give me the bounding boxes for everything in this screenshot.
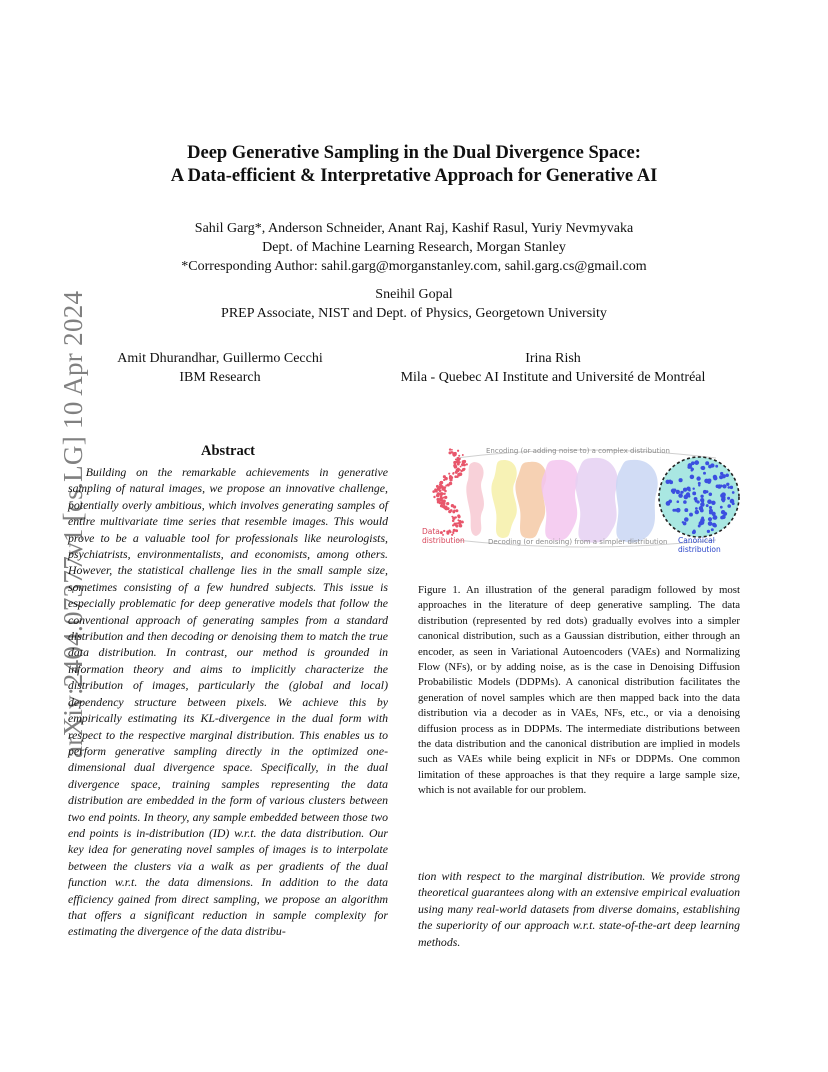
data-dot: [466, 463, 468, 465]
data-dot: [449, 475, 452, 478]
data-dot: [454, 475, 457, 478]
canonical-dot: [669, 479, 671, 481]
data-dot: [439, 490, 441, 492]
data-dot: [451, 504, 453, 506]
canonical-dot: [708, 465, 712, 469]
canonical-dot: [676, 508, 681, 513]
canonical-dot: [711, 528, 714, 531]
stage-4-shape: [541, 460, 578, 541]
data-dot: [449, 448, 451, 450]
data-dot: [449, 531, 451, 533]
abstract-text-column-2: tion with respect to the marginal distribution. We provide strong theoretical guarantees along with an extensive empirical evaluation using many real-world datasets from diverse domains, establishing the superiority of our approach w.r.t. state-of-the-art deep learning methods.: [418, 869, 740, 949]
figure-top-label: Encoding (or adding noise to) a complex distribution: [486, 447, 670, 455]
canonical-label-line-1: Canonical: [678, 536, 715, 545]
canonical-dot: [688, 489, 691, 492]
canonical-dot: [698, 525, 701, 528]
canonical-dot: [688, 495, 691, 498]
paper-title: [100, 142, 728, 188]
canonical-dot: [690, 475, 695, 480]
data-dot: [458, 516, 460, 518]
canonical-dot: [703, 490, 707, 494]
canonical-dot: [672, 509, 675, 512]
canonical-dot: [722, 484, 726, 488]
data-dot: [443, 500, 446, 503]
data-dot: [453, 505, 456, 508]
canonical-dot: [732, 491, 735, 494]
canonical-dot: [703, 472, 706, 475]
figure-1-caption: Figure 1. An illustration of the general paradigm followed by most approaches in the literature of deep generative sampling. The data distribution (represented by red dots) gradually evolves into a simpler canonical distribution, such as a Gaussian distribution, either through an encoder, as seen in Variational Autoencoders (VAEs) and Normalizing Flow (NFs), or by adding noise, as is the case in Denoising Diffusion Probabilistic Models (DDPMs). A canonical distribution facilitates the generation of novel samples which are then mapped back into the data distribution via a decoder as in VAEs, NFs, etc., or via a denoising diffusion process as in DDPMs. The intermediate distributions between the data distribution and the canonical distribution are implied in models such as VAEs while being explicit in NFs or DDPMs. One common limitation of these approaches is that they require a large sample size, which is not available for our problem.: [418, 584, 740, 797]
author-names-4: Irina Rish: [525, 351, 581, 366]
data-dot: [436, 498, 439, 501]
data-dot: [457, 450, 459, 452]
data-dot: [452, 516, 455, 519]
canonical-label-line-2: distribution: [678, 545, 721, 554]
canonical-dot: [666, 501, 671, 506]
canonical-dot: [678, 493, 683, 498]
data-dot: [463, 460, 466, 463]
data-dot: [443, 475, 446, 478]
author-affiliation-1: Dept. of Machine Learning Research, Morgan Stanley: [262, 240, 566, 255]
canonical-dot: [689, 513, 693, 517]
canonical-dot: [694, 460, 699, 465]
data-dot: [459, 469, 461, 471]
data-dot: [439, 497, 441, 499]
data-dot: [443, 493, 445, 495]
canonical-dot: [709, 511, 712, 514]
data-dot: [444, 490, 447, 493]
data-dot: [462, 454, 464, 456]
stage-3-shape: [515, 462, 546, 539]
data-dot: [441, 492, 444, 495]
author-affiliation-2: PREP Associate, NIST and Dept. of Physics, Georgetown University: [221, 306, 607, 321]
data-dot: [444, 496, 447, 499]
data-dot: [461, 521, 464, 524]
canonical-dot: [693, 530, 696, 533]
data-dot: [443, 530, 445, 532]
canonical-dot: [692, 491, 696, 495]
arxiv-identifier: arXiv:2404.07377v1 [cs.LG] 10 Apr 2024: [58, 290, 88, 758]
data-dot: [436, 494, 439, 497]
author-affiliation-4: Mila - Quebec AI Institute and Université de Montréal: [400, 370, 706, 385]
canonical-dot: [730, 486, 733, 489]
canonical-dot: [722, 474, 726, 478]
data-dot: [451, 451, 453, 453]
canonical-dot: [713, 524, 717, 528]
canonical-dot: [721, 515, 725, 519]
canonical-dot: [700, 509, 704, 513]
canonical-dot: [707, 530, 710, 533]
stage-6-shape: [616, 460, 658, 543]
canonical-dot: [684, 508, 688, 512]
canonical-dot: [715, 465, 718, 468]
canonical-dot: [691, 469, 694, 472]
abstract-heading: Abstract: [201, 443, 255, 459]
data-dot: [455, 509, 458, 512]
canonical-dot: [677, 500, 680, 503]
canonical-dot: [692, 487, 694, 489]
canonical-dot: [716, 484, 720, 488]
title-line-1: Deep Generative Sampling in the Dual Divergence Space:: [187, 143, 641, 163]
canonical-dot: [713, 476, 717, 480]
data-dot: [436, 490, 438, 492]
data-dot: [443, 487, 445, 489]
canonical-dot: [720, 484, 723, 487]
data-dot: [445, 485, 447, 487]
canonical-dot: [730, 499, 735, 504]
data-dot: [456, 469, 458, 471]
data-dot: [441, 505, 444, 508]
canonical-dot: [700, 521, 702, 523]
canonical-dot: [722, 496, 725, 499]
author-block-4: [350, 349, 756, 387]
canonical-dot: [700, 495, 703, 498]
stage-2-shape: [491, 460, 516, 538]
canonical-dot: [709, 506, 712, 509]
canonical-dot: [700, 502, 705, 507]
canonical-dot: [676, 490, 680, 494]
canonical-dot: [725, 473, 729, 477]
data-label-line-2: distribution: [422, 536, 465, 545]
data-dot: [440, 531, 443, 534]
stage-5-shape: [575, 458, 617, 543]
canonical-dot: [727, 504, 731, 508]
data-dot: [443, 479, 445, 481]
canonical-dot: [701, 466, 705, 470]
abstract-text-column-1: Building on the remarkable achievements in generative sampling of natural images, we propose an innovative challenge, potentially overly ambitious, which involves generating samples of entire multivariate time series that resemble images. This would prove to be a valuable tool for professionals like neurologists, psychiatrists, environmentalists, and economists, among others. However, the statistical challenge lies in the small sample size, sometimes consisting of a few hundred subjects. This issue is especially problematic for deep generative models that follow the conventional approach of generating samples from a standard distribution and then decoding or denoising them to match the true data distribution. In contrast, our method is grounded in information theory and aims to implicitly characterize the distribution of images, particularly the (global and local) dependency structure between pixels. We achieve this by empirically estimating its KL-divergence in the dual form with respect to the respective marginal distribution. This enables us to perform generative sampling directly in the optimized one-dimensional dual divergence space. Specifically, in the dual divergence space, training samples representing the data distribution are embedded in the form of various clusters between two end points. In theory, any sample embedded between those two end points is in-distribution (ID) w.r.t. the data distribution. Our key idea for generating novel samples of images is to interpolate between the clusters via a walk as per gradients of the dual function w.r.t. the data dimensions. In addition to the data efficiency gained from direct sampling, we propose an algorithm that offers a significant reduction in sample complexity for estimating the divergence of the data distribu-: [68, 465, 388, 939]
canonical-dot: [695, 507, 698, 510]
canonical-dot: [708, 521, 713, 526]
figure-1-illustration: [416, 440, 742, 560]
data-dot: [446, 532, 449, 535]
canonical-dot: [683, 522, 687, 526]
canonical-dot: [672, 491, 675, 494]
data-dot: [449, 478, 452, 481]
data-dot: [453, 464, 457, 468]
data-dot: [457, 519, 459, 521]
author-names-1: Sahil Garg*, Anderson Schneider, Anant Raj, Kashif Rasul, Yuriy Nevmyvaka: [194, 221, 634, 236]
author-names-3: Amit Dhurandhar, Guillermo Cecchi: [117, 351, 323, 366]
figure-1: [416, 440, 742, 560]
canonical-dot: [726, 483, 729, 486]
author-block-1: [80, 219, 748, 276]
data-dot: [456, 522, 458, 524]
data-dot: [448, 510, 451, 513]
author-affiliation-3: IBM Research: [179, 370, 261, 385]
canonical-dot: [705, 461, 709, 465]
data-dot: [440, 481, 443, 484]
data-label-line-1: Data: [422, 527, 440, 536]
data-dot: [460, 466, 462, 468]
canonical-dot: [727, 497, 730, 500]
title-line-2: A Data-efficient & Interpretative Approach for Generative AI: [170, 166, 658, 186]
canonical-dot: [679, 478, 683, 482]
canonical-dot: [704, 479, 709, 484]
data-dot: [433, 496, 435, 498]
arxiv-side-stamp: [18, 288, 88, 758]
data-dot: [448, 473, 450, 475]
canonical-dot: [709, 493, 713, 497]
canonical-dot: [720, 506, 723, 509]
canonical-dot: [706, 504, 709, 507]
data-dot: [445, 508, 447, 510]
corresponding-author: *Corresponding Author: sahil.garg@morganstanley.com, sahil.garg.cs@gmail.com: [181, 259, 647, 274]
canonical-dot: [708, 517, 712, 521]
canonical-dot: [683, 500, 687, 504]
author-names-2: Sneihil Gopal: [375, 287, 453, 302]
canonical-dot: [711, 501, 715, 505]
canonical-dot: [696, 500, 699, 503]
author-block-2: [80, 285, 748, 323]
data-dot: [446, 502, 449, 505]
data-dot: [459, 472, 463, 476]
canonical-dot: [707, 499, 712, 504]
data-dot: [458, 521, 461, 524]
data-dot: [440, 484, 442, 486]
data-dot: [452, 472, 454, 474]
data-sample-dots: [432, 448, 468, 536]
canonical-dot: [696, 476, 700, 480]
canonical-dot: [687, 465, 691, 469]
data-dot: [452, 532, 454, 534]
canonical-dot: [684, 517, 689, 522]
data-dot: [458, 455, 460, 457]
canonical-dot: [698, 482, 701, 485]
data-dot: [436, 485, 439, 488]
stage-1-shape: [466, 462, 484, 536]
data-dot: [463, 468, 466, 471]
figure-bottom-label: Decoding (or denoising) from a simpler distribution: [488, 538, 668, 546]
canonical-dot: [683, 488, 687, 492]
canonical-dot: [713, 515, 718, 520]
canonical-dot: [694, 497, 698, 501]
data-dot: [452, 510, 455, 513]
canonical-dot: [685, 494, 688, 497]
canonical-dot: [695, 510, 699, 514]
data-dot: [463, 463, 466, 466]
data-dot: [440, 495, 443, 498]
canonical-dot: [680, 491, 683, 494]
data-dot: [457, 461, 460, 464]
author-block-3: [70, 349, 370, 387]
